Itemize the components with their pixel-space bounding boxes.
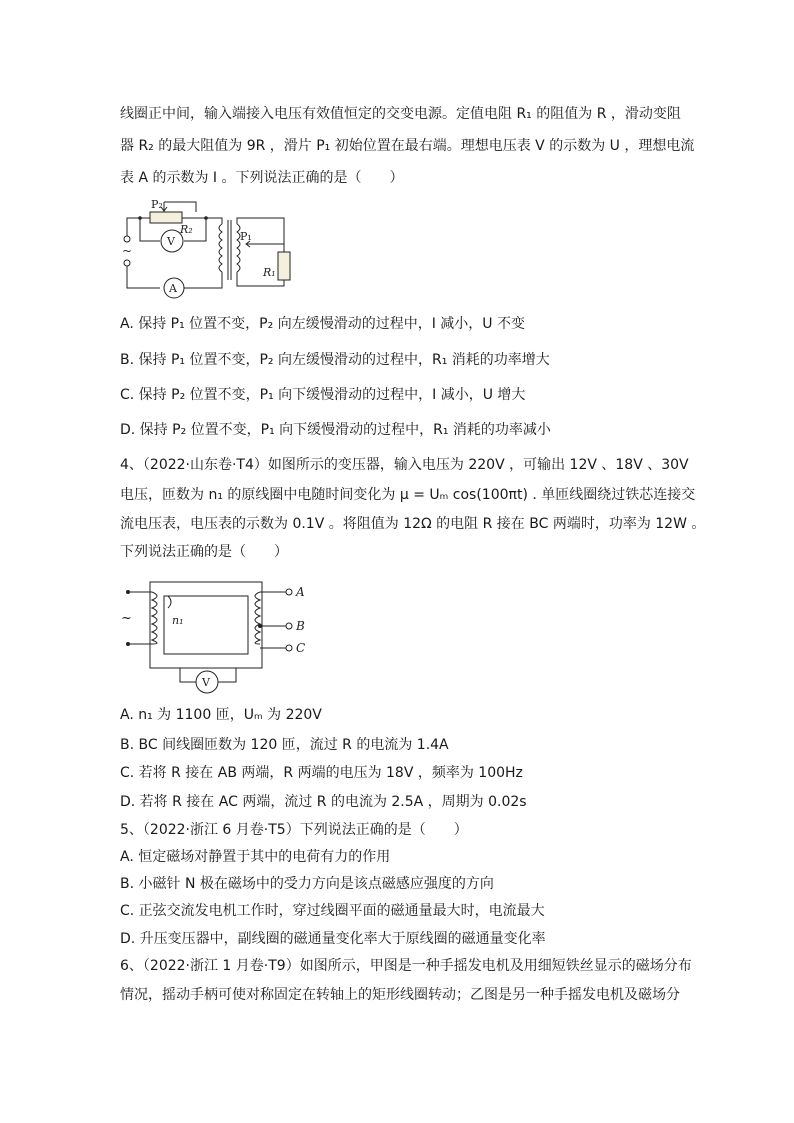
- n1-label: n₁: [172, 614, 184, 627]
- q3-circuit-figure: [118, 194, 308, 302]
- q3-option-b: B. 保持 P₁ 位置不变，P₂ 向左缓慢滑动的过程中，R₁ 消耗的功率增大: [120, 352, 550, 368]
- p1-label: P₁: [240, 230, 252, 243]
- q3-option-c: C. 保持 P₂ 位置不变，P₁ 向下缓慢滑动的过程中，I 减小，U 增大: [120, 387, 526, 403]
- q4-option-a: A. n₁ 为 1100 匝，Uₘ 为 220V: [120, 707, 322, 723]
- q4-transformer-figure: [118, 574, 318, 696]
- r2-label: R₂: [180, 223, 193, 236]
- q4-option-c: C. 若将 R 接在 AB 两端，R 两端的电压为 18V ，频率为 100Hz: [120, 765, 523, 781]
- q4-stem-line-4: 下列说法正确的是（ ）: [120, 544, 288, 560]
- q6-stem-line-1: 6、（2022·浙江 1 月卷·T9）如图所示，甲图是一种手摇发电机及用细短铁丝显示的磁场分布: [120, 958, 692, 974]
- q3-stem-line-2: 器 R₂ 的最大阻值为 9R ，滑片 P₁ 初始位置在最右端。理想电压表 V 的示数为 U ，理想电流: [120, 138, 695, 154]
- q6-stem-line-2: 情况，摇动手柄可使对称固定在转轴上的矩形线圈转动；乙图是另一种手摇发电机及磁场分: [120, 987, 680, 1003]
- q5-option-b: B. 小磁针 N 极在磁场中的受力方向是该点磁感应强度的方向: [120, 876, 494, 892]
- q4-option-d: D. 若将 R 接在 AC 两端，流过 R 的电流为 2.5A ，周期为 0.02s: [120, 794, 527, 810]
- q5-option-d: D. 升压变压器中，副线圈的磁通量变化率大于原线圈的磁通量变化率: [120, 931, 546, 947]
- q4-stem-line-3: 流电压表，电压表的示数为 0.1V 。将阻值为 12Ω 的电阻 R 接在 BC 两端时，功率为 12W 。: [120, 516, 706, 532]
- q3-stem-line-3: 表 A 的示数为 I 。下列说法正确的是（ ）: [120, 170, 404, 186]
- terminal-a-label: A: [296, 585, 305, 599]
- terminal-c-label: C: [296, 641, 306, 655]
- q5-option-c: C. 正弦交流发电机工作时，穿过线圈平面的磁通量最大时，电流最大: [120, 903, 545, 919]
- ammeter-label: A: [169, 282, 177, 295]
- q3-option-d: D. 保持 P₂ 位置不变，P₁ 向下缓慢滑动的过程中，R₁ 消耗的功率减小: [120, 422, 551, 438]
- terminal-b-label: B: [296, 619, 305, 633]
- p2-label: P₂: [151, 198, 163, 211]
- ac-source-symbol: ~: [122, 244, 133, 258]
- r1-label: R₁: [263, 266, 276, 279]
- q4-option-b: B. BC 间线圈匝数为 120 匝，流过 R 的电流为 1.4A: [120, 737, 449, 753]
- ac-source-symbol: ~: [121, 611, 132, 626]
- voltmeter-label: V: [167, 235, 175, 248]
- q4-stem-line-1: 4、（2022·山东卷·T4）如图所示的变压器，输入电压为 220V ，可输出 12V 、18V 、30V: [120, 457, 689, 473]
- q5-option-a: A. 恒定磁场对静置于其中的电荷有力的作用: [120, 849, 391, 865]
- voltmeter-label: V: [202, 676, 210, 689]
- q3-stem-line-1: 线圈正中间，输入端接入电压有效值恒定的交变电源。定值电阻 R₁ 的阻值为 R ，滑动变阻: [120, 106, 681, 122]
- q5-stem: 5、（2022·浙江 6 月卷·T5）下列说法正确的是（ ）: [120, 822, 468, 838]
- q3-option-a: A. 保持 P₁ 位置不变，P₂ 向左缓慢滑动的过程中，I 减小，U 不变: [120, 316, 525, 332]
- q4-stem-line-2: 电压，匝数为 n₁ 的原线圈中电随时间变化为 μ = Uₘ cos(100πt) . 单匝线圈绕过铁芯连接交: [120, 487, 696, 503]
